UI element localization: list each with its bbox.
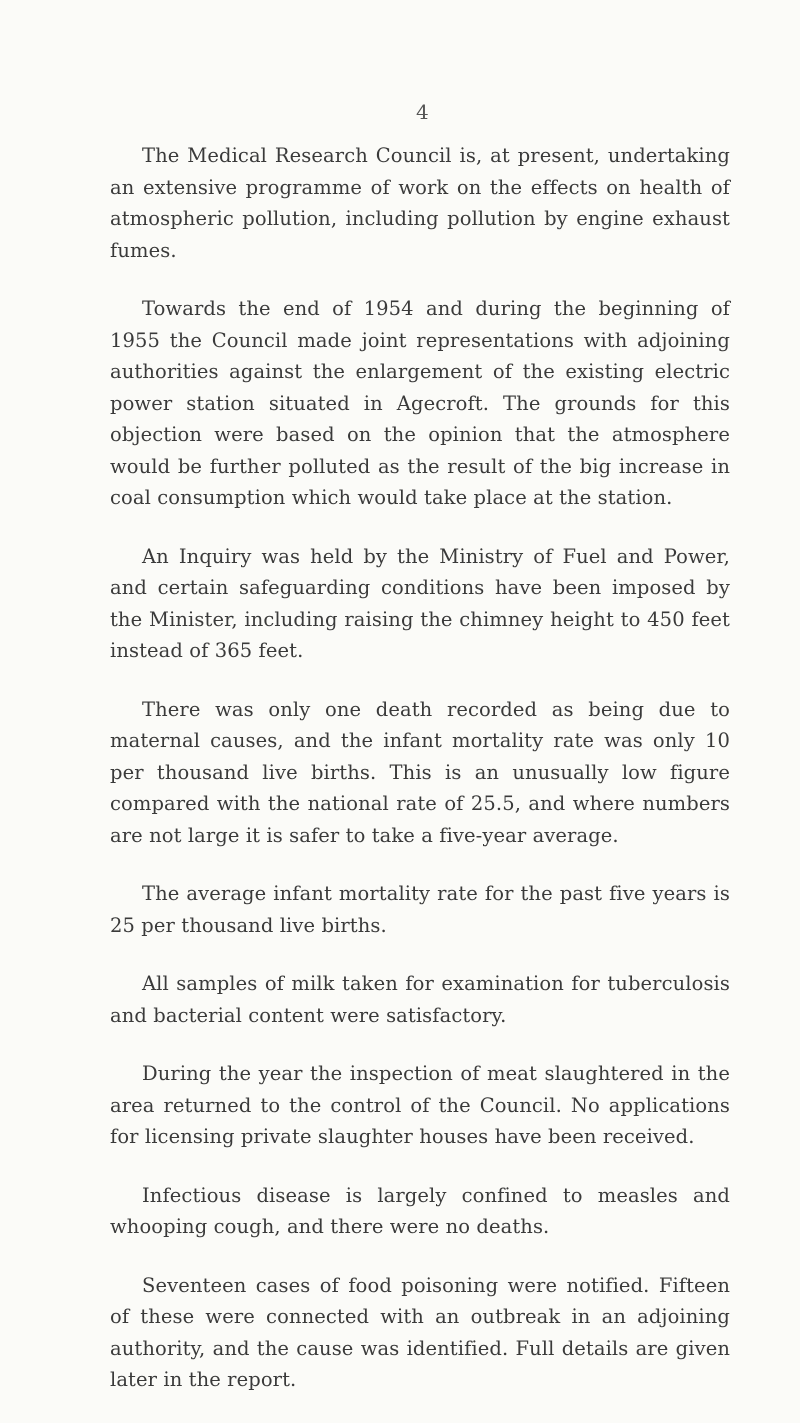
paragraph-inquiry: An Inquiry was held by the Ministry of Fuel and Power, and certain safeguarding conditions have been imposed by the Minister, including raising the chimney height to 450 feet instead of 365 feet. <box>110 544 730 662</box>
paragraph-power-station: Towards the end of 1954 and during the beginning of 1955 the Council made joint representations with adjoining authorities against the enlargement of the existing electric power station situated in Agecroft. The grounds for this objection were based on the opinion that the atmosphere would be further polluted as the result of the big increase in coal consumption which would take place at the station. <box>110 297 730 509</box>
paragraph-maternal-deaths: There was only one death recorded as being due to maternal causes, and the infant mortality rate was only 10 per thousand live births. This is an unusually low figure compared with the national rate of 25.5, and where numbers are not large it is safer to take a five-year average. <box>110 697 730 847</box>
paragraph-infant-mortality: The average infant mortality rate for the past five years is 25 per thousand live births. <box>110 882 730 937</box>
paragraph-medical-research: The Medical Research Council is, at present, undertaking an extensive programme of work on the effects on health of atmospheric pollution, including pollution by engine exhaust fumes. <box>110 144 730 262</box>
paragraph-food-poisoning: Seventeen cases of food poisoning were notified. Fifteen of these were connected with an outbreak in an adjoining authority, and the cause was identified. Full details are given later in the report. <box>110 1273 730 1391</box>
paragraph-meat-inspection: During the year the inspection of meat slaughtered in the area returned to the control of the Council. No applications for licensing private slaughter houses have been received. <box>110 1062 730 1148</box>
paragraph-milk-samples: All samples of milk taken for examination for tuberculosis and bacterial content were satisfactory. <box>110 972 730 1027</box>
page-number: 4 <box>416 100 429 124</box>
document-body <box>110 140 730 1423</box>
paragraph-infectious-disease: Infectious disease is largely confined to measles and whooping cough, and there were no deaths. <box>110 1183 730 1238</box>
